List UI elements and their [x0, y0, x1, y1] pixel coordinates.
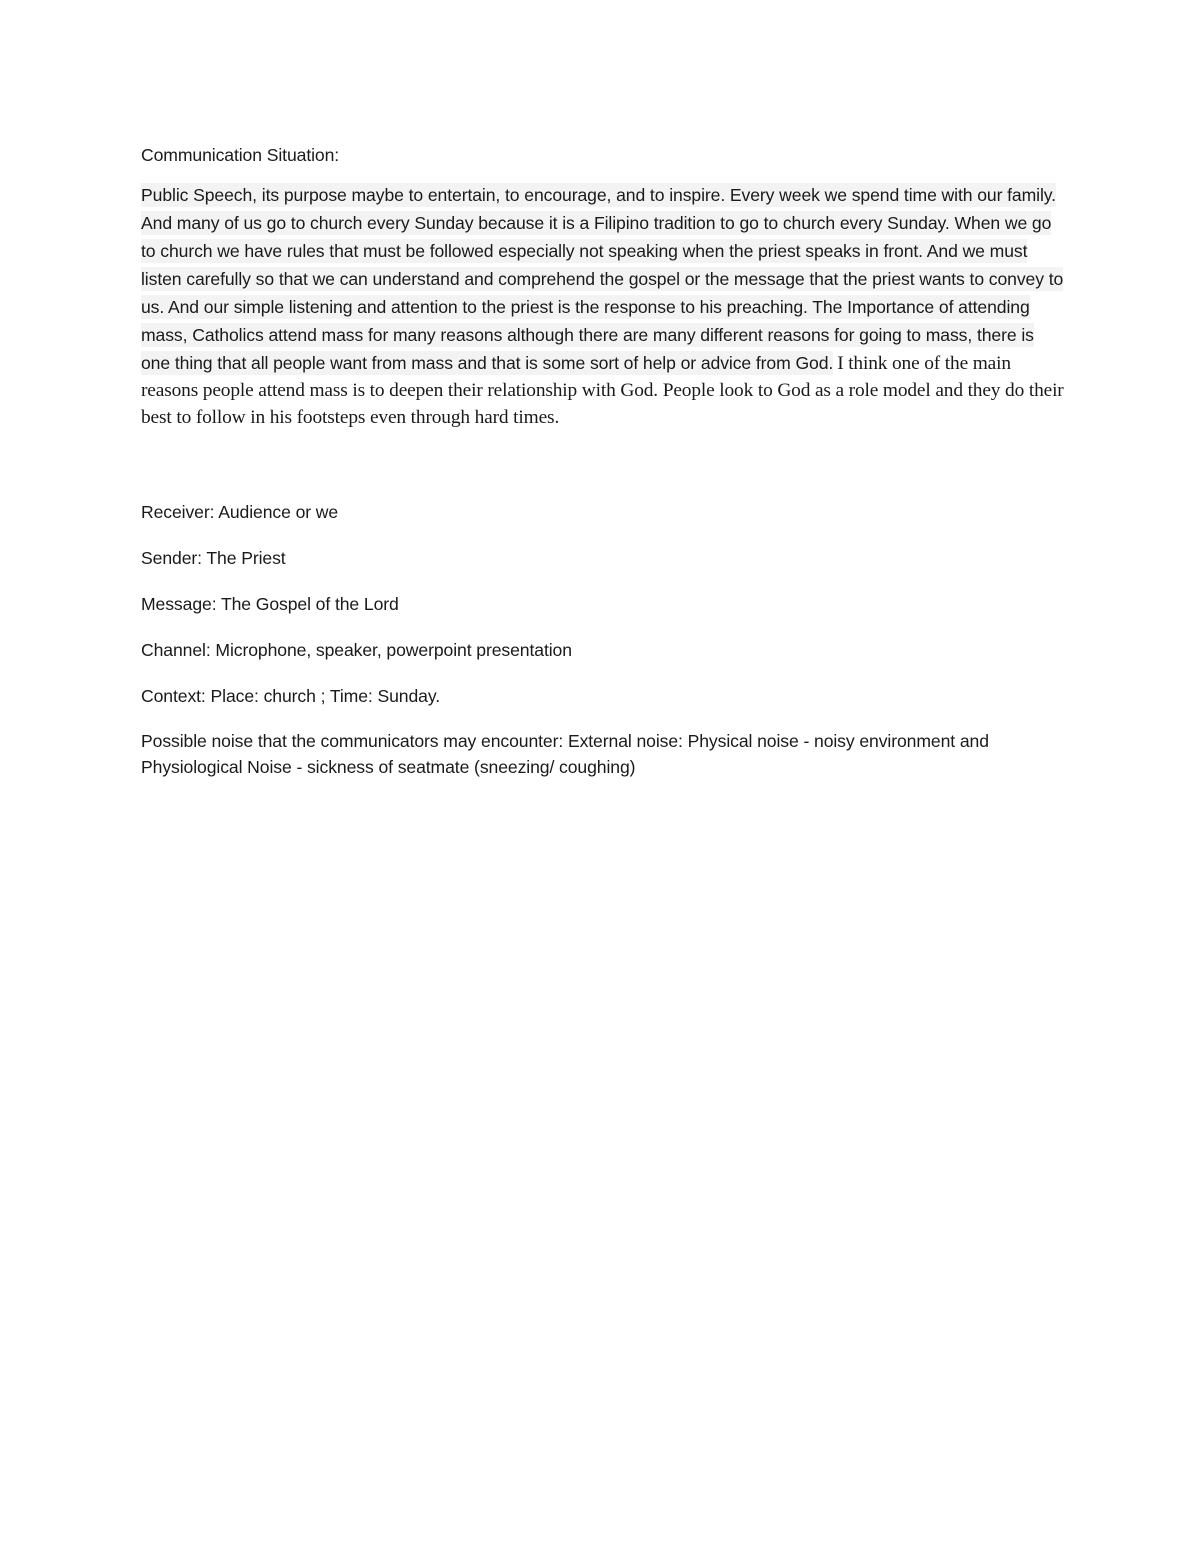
serif-text: I think one of the main reasons people attend mass is to deepen their relationship with God. People look to God as a role model and they do their best to follow in his footsteps even through hard times.: [141, 353, 1064, 428]
highlighted-text: Public Speech, its purpose maybe to entertain, to encourage, and to inspire. Every week we spend time with our family. And many of us go to church every Sunday because it is a Filipino tradition to go to church every Sunday. When we go to church we have rules that must be followed especially not speaking when the priest speaks in front. And we must listen carefully so that we can understand and comprehend the gospel or the message that the priest wants to convey to us. And our simple listening and attention to the priest is the response to his preaching. The Importance of attending mass, Catholics attend mass for many reasons although there are many different reasons for going to mass, there is one thing that all people want from mass and that is some sort of help or advice from God.: [141, 185, 1064, 373]
sender-line: Sender: The Priest: [141, 548, 286, 568]
context-line: Context: Place: church ; Time: Sunday.: [141, 686, 441, 706]
noise-line: Possible noise that the communicators may encounter: External noise: Physical noise - noisy environment and Physiological Noise - sickness of seatmate (sneezing/ coughing): [141, 731, 989, 777]
document-content: [141, 140, 1066, 432]
body-paragraph: [141, 182, 1066, 432]
message-line: Message: The Gospel of the Lord: [141, 594, 399, 614]
section-heading: Communication Situation:: [141, 145, 340, 165]
channel-line: Channel: Microphone, speaker, powerpoint presentation: [141, 640, 572, 660]
communication-elements: [141, 498, 1066, 798]
receiver-line: Receiver: Audience or we: [141, 502, 339, 522]
